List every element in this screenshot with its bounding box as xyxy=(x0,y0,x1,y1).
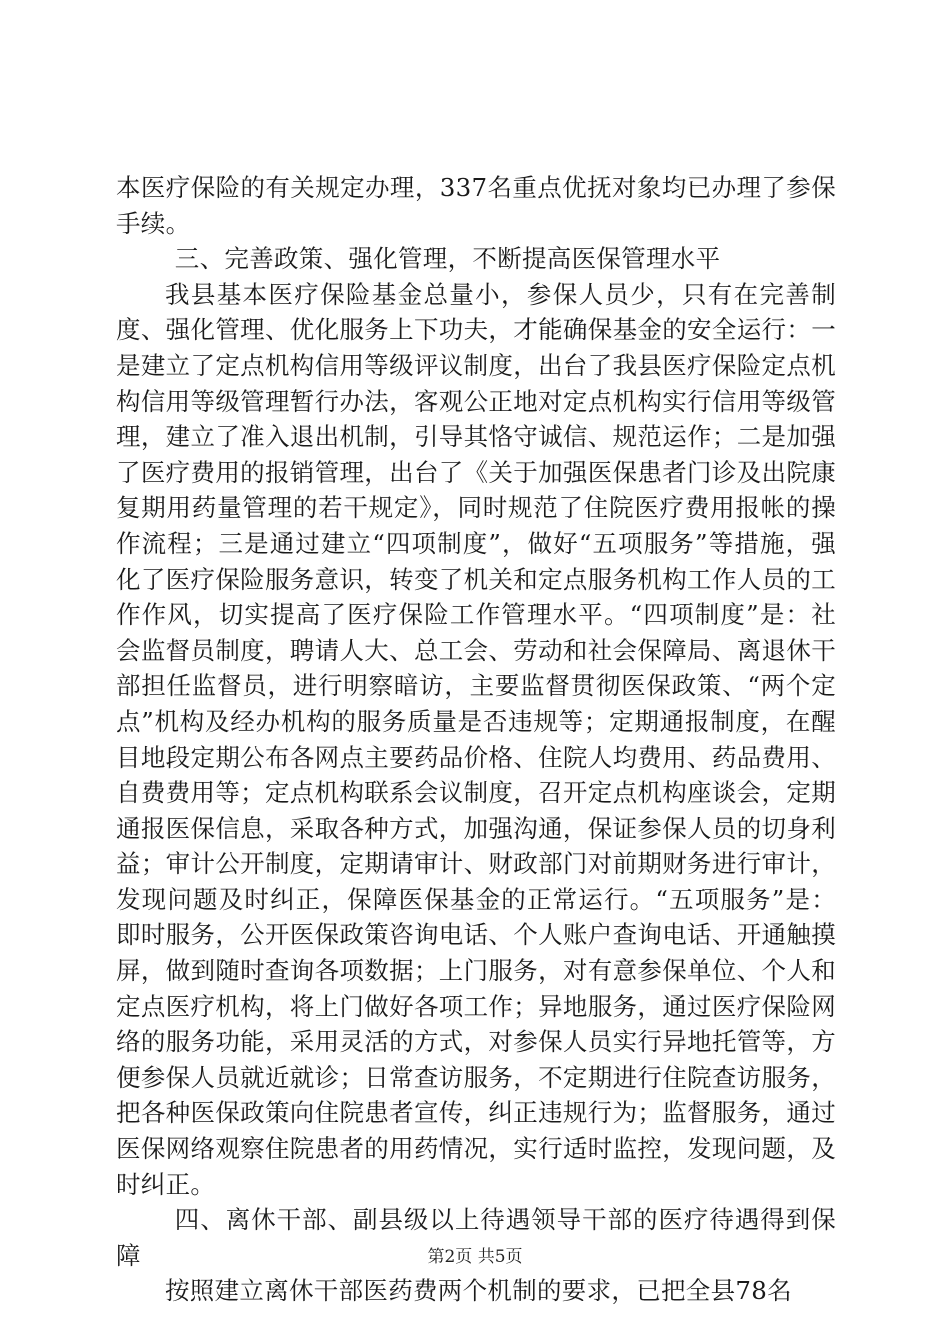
section-heading-3: 三、完善政策、强化管理，不断提高医保管理水平 xyxy=(174,244,721,274)
document-body xyxy=(116,170,836,1309)
paragraph-retired-cadres: 按照建立离休干部医药费两个机制的要求，已把全县78名 xyxy=(165,1276,792,1306)
page-number-footer: 第2页 共5页 xyxy=(427,1247,523,1267)
paragraph-policy-management: 我县基本医疗保险基金总量小，参保人员少，只有在完善制度、强化管理、优化服务上下功夫，才能确保基金的安全运行：一是建立了定点机构信用等级评议制度，出台了我县医疗保险定点机构信用等级管理暂行办法，客观公正地对定点机构实行信用等级管理，建立了准入退出机制，引导其恪守诚信、规范运作；二是加强了医疗费用的报销管理，出台了《关于加强医保患者门诊及出院康复期用药量管理的若干规定》，同时规范了住院医疗费用报帐的操作流程；三是通过建立“四项制度”，做好“五项服务”等措施，强化了医疗保险服务意识，转变了机关和定点服务机构工作人员的工作作风，切实提高了医疗保险工作管理水平。“四项制度”是：社会监督员制度，聘请人大、总工会、劳动和社会保障局、离退休干部担任监督员，进行明察暗访，主要监督贯彻医保政策、“两个定点”机构及经办机构的服务质量是否违规等；定期通报制度，在醒目地段定期公布各网点主要药品价格、住院人均费用、药品费用、自费费用等；定点机构联系会议制度，召开定点机构座谈会，定期通报医保信息，采取各种方式，加强沟通，保证参保人员的切身利益；审计公开制度，定期请审计、财政部门对前期财务进行审计，发现问题及时纠正，保障医保基金的正常运行。“五项服务”是：即时服务，公开医保政策咨询电话、个人账户查询电话、开通触摸屏，做到随时查询各项数据；上门服务，对有意参保单位、个人和定点医疗机构，将上门做好各项工作；异地服务，通过医疗保险网络的服务功能，采用灵活的方式，对参保人员实行异地托管等，方便参保人员就近就诊；日常查访服务，不定期进行住院查访服务，把各种医保政策向住院患者宣传，纠正违规行为；监督服务，通过医保网络观察住院患者的用药情况，实行适时监控，发现问题，及时纠正。 xyxy=(116,279,836,1199)
section-heading-4: 四、离休干部、副县级以上待遇领导干部的医疗待遇得到保障 xyxy=(116,1205,836,1270)
paragraph-continuation: 本医疗保险的有关规定办理，337名重点优抚对象均已办理了参保手续。 xyxy=(116,173,836,238)
